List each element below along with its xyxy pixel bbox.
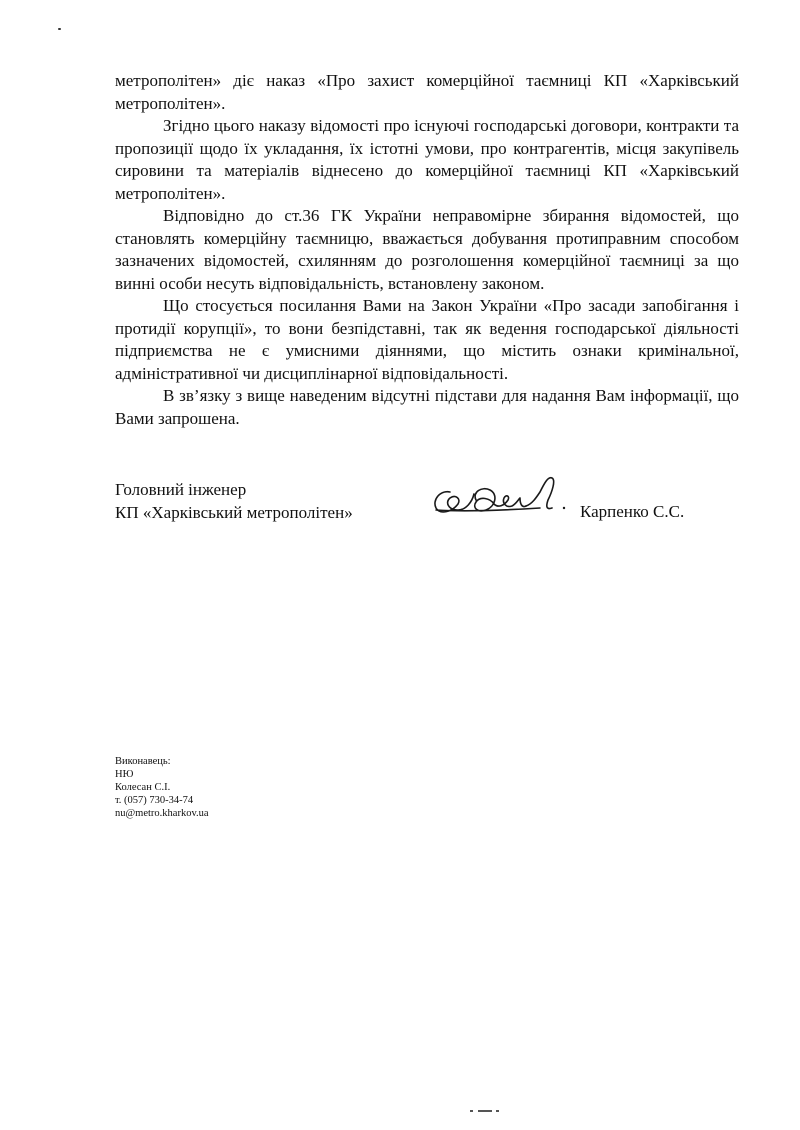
executor-phone: т. (057) 730-34-74 bbox=[115, 795, 194, 806]
scan-speck bbox=[58, 28, 61, 30]
executor-block bbox=[115, 755, 209, 820]
executor-department: НЮ bbox=[115, 769, 134, 780]
executor-email: nu@metro.kharkov.ua bbox=[115, 808, 209, 819]
letter-body bbox=[115, 70, 739, 430]
executor-label: Виконавець: bbox=[115, 756, 171, 767]
paragraph-3: Відповідно до ст.36 ГК України неправомірне збирання відомостей, що становлять комерційну таємницю, вважається добування протиправним способом зазначених відомостей, схилянням до розголошення комерційної таємниці за що винні особи несуть відповідальність, встановлену законом. bbox=[115, 206, 739, 293]
signatory-name: Карпенко С.С. bbox=[580, 502, 685, 521]
executor-name: Колесан С.І. bbox=[115, 782, 171, 793]
paragraph-2: Згідно цього наказу відомості про існуючі господарські договори, контракти та пропозиції щодо їх укладання, їх істотні умови, про контрагентів, місця закупівель сировини та матеріалів віднесено до комерційної таємниці КП «Харківський метрополітен». bbox=[115, 116, 739, 203]
signatory-position: Головний інженер bbox=[115, 480, 247, 499]
paragraph-1: метрополітен» діє наказ «Про захист комерційної таємниці КП «Харківський метрополітен». bbox=[115, 71, 739, 113]
signatory-organization: КП «Харківський метрополітен» bbox=[115, 503, 353, 522]
paragraph-4: Що стосується посилання Вами на Закон України «Про засади запобігання і протидії корупції», то вони безпідставні, так як ведення господарської діяльності підприємства не є умисними діяннями, що містить ознаки кримінальної, адміністративної чи дисциплінарної відповідальності. bbox=[115, 296, 739, 383]
scan-mark bbox=[470, 1110, 506, 1113]
handwritten-signature bbox=[428, 470, 578, 522]
paragraph-5: В зв’язку з вище наведеним відсутні підстави для надання Вам інформації, що Вами запрошена. bbox=[115, 386, 739, 428]
signatory-title-block bbox=[115, 478, 353, 524]
